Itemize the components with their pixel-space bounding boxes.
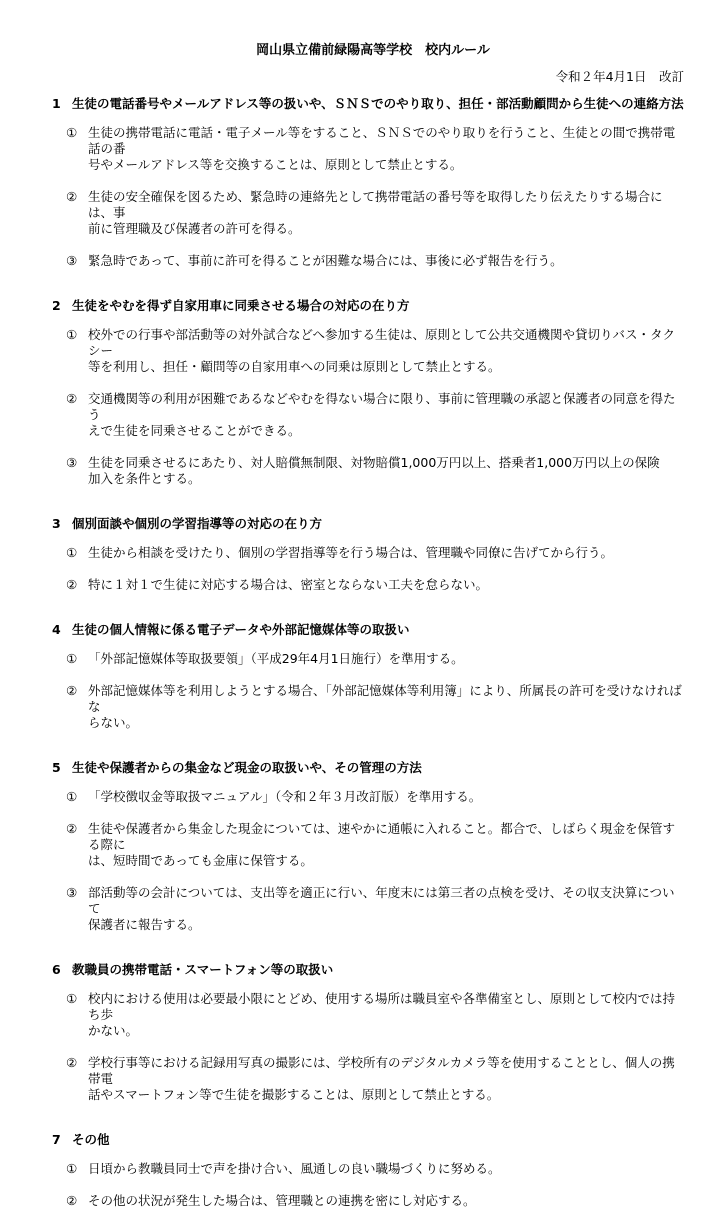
item-text: 部活動等の会計については、支出等を適正に行い、年度末には第三者の点検を受け、その収支決算について 保護者に報告する。 [88, 885, 675, 932]
item-marker: ① [66, 545, 78, 560]
section-number: 1 [52, 96, 61, 111]
list-item [52, 1055, 684, 1103]
item-text: 生徒や保護者から集金した現金については、速やかに通帳に入れること。都合で、しばらく現金を保管する際に は、短時間であっても金庫に保管する。 [88, 821, 676, 868]
section-number: 5 [52, 760, 61, 775]
item-marker: ① [66, 1161, 78, 1176]
section-number: 7 [52, 1132, 61, 1147]
item-text: 生徒を同乗させるにあたり、対人賠償無制限、対物賠償1,000万円以上、搭乗者1,000万円以上の保険 加入を条件とする。 [88, 455, 660, 486]
item-text: 「外部記憶媒体等取扱要領」（平成29年4月1日施行）を準用する。 [88, 651, 464, 666]
list-item [52, 545, 684, 561]
item-marker: ② [66, 189, 78, 204]
section-heading-text: 教職員の携帯電話・スマートフォン等の取扱い [72, 962, 334, 977]
item-text: 緊急時であって、事前に許可を得ることが困難な場合には、事後に必ず報告を行う。 [88, 253, 563, 268]
item-text: 特に１対１で生徒に対応する場合は、密室とならない工夫を怠らない。 [88, 577, 489, 592]
section-6 [52, 961, 684, 1103]
item-text: 生徒の携帯電話に電話・電子メール等をすること、ＳＮＳでのやり取りを行うこと、生徒との間で携帯電話の番 号やメールアドレス等を交換することは、原則として禁止とする。 [88, 125, 676, 172]
list-item [52, 577, 684, 593]
list-item [52, 455, 684, 487]
list-item [52, 1193, 684, 1209]
section-4 [52, 621, 684, 731]
item-text: 外部記憶媒体等を利用しようとする場合、「外部記憶媒体等利用簿」により、所属長の許可を受けなければな らない。 [88, 683, 682, 730]
sections-container [52, 95, 684, 1209]
item-marker: ① [66, 789, 78, 804]
item-marker: ② [66, 683, 78, 698]
item-marker: ② [66, 821, 78, 836]
item-marker: ① [66, 991, 78, 1006]
item-list [52, 991, 684, 1103]
item-marker: ② [66, 577, 78, 592]
item-text: その他の状況が発生した場合は、管理職との連携を密にし対応する。 [88, 1193, 476, 1208]
item-text: 校外での行事や部活動等の対外試合などへ参加する生徒は、原則として公共交通機関や貸切りバス・タクシー 等を利用し、担任・顧問等の自家用車への同乗は原則として禁止とする。 [88, 327, 676, 374]
section-heading-text: その他 [72, 1132, 110, 1147]
item-text: 交通機関等の利用が困難であるなどやむを得ない場合に限り、事前に管理職の承認と保護者の同意を得たう えで生徒を同乗させることができる。 [88, 391, 676, 438]
section-heading-text: 生徒の個人情報に係る電子データや外部記憶媒体等の取扱い [72, 622, 410, 637]
item-text: 生徒の安全確保を図るため、緊急時の連絡先として携帯電話の番号等を取得したり伝えたりする場合には、事 前に管理職及び保護者の許可を得る。 [88, 189, 663, 236]
revision-date: 令和２年4月1日 改訂 [555, 69, 684, 84]
section-heading [52, 1131, 684, 1148]
section-heading-text: 生徒や保護者からの集金など現金の取扱いや、その管理の方法 [72, 760, 422, 775]
list-item [52, 651, 684, 667]
list-item [52, 885, 684, 933]
section-1 [52, 95, 684, 269]
item-marker: ② [66, 1055, 78, 1070]
section-heading-text: 個別面談や個別の学習指導等の対応の在り方 [72, 516, 323, 531]
item-marker: ② [66, 1193, 78, 1208]
item-text: 校内における使用は必要最小限にとどめ、使用する場所は職員室や各準備室とし、原則として校内では持ち歩 かない。 [88, 991, 676, 1038]
list-item [52, 253, 684, 269]
item-list [52, 789, 684, 933]
item-marker: ① [66, 651, 78, 666]
section-number: 2 [52, 298, 61, 313]
item-text: 学校行事等における記録用写真の撮影には、学校所有のデジタルカメラ等を使用することとし、個人の携帯電 話やスマートフォン等で生徒を撮影することは、原則として禁止とする。 [88, 1055, 675, 1102]
section-heading [52, 95, 684, 112]
item-text: 生徒から相談を受けたり、個別の学習指導等を行う場合は、管理職や同僚に告げてから行う。 [88, 545, 614, 560]
item-list [52, 327, 684, 487]
item-list [52, 125, 684, 269]
document-title: 岡山県立備前緑陽高等学校 校内ルール [256, 43, 490, 58]
item-list [52, 651, 684, 731]
section-7 [52, 1131, 684, 1209]
section-heading [52, 515, 684, 532]
list-item [52, 789, 684, 805]
item-list [52, 1161, 684, 1209]
section-heading [52, 759, 684, 776]
item-text: 「学校徴収金等取扱マニュアル」（令和２年３月改訂版）を準用する。 [88, 789, 482, 804]
section-number: 6 [52, 962, 61, 977]
section-heading [52, 297, 684, 314]
section-heading-text: 生徒をやむを得ず自家用車に同乗させる場合の対応の在り方 [72, 298, 410, 313]
section-heading [52, 961, 684, 978]
item-marker: ③ [66, 885, 78, 900]
section-number: 4 [52, 622, 61, 637]
section-5 [52, 759, 684, 933]
item-list [52, 545, 684, 593]
list-item [52, 991, 684, 1039]
section-2 [52, 297, 684, 487]
item-marker: ① [66, 125, 78, 140]
item-marker: ② [66, 391, 78, 406]
section-3 [52, 515, 684, 593]
list-item [52, 189, 684, 237]
list-item [52, 391, 684, 439]
item-marker: ③ [66, 253, 78, 268]
list-item [52, 327, 684, 375]
list-item [52, 683, 684, 731]
item-marker: ③ [66, 455, 78, 470]
list-item [52, 1161, 684, 1177]
section-number: 3 [52, 516, 61, 531]
item-text: 日頃から教職員同士で声を掛け合い、風通しの良い職場づくりに努める。 [88, 1161, 501, 1176]
section-heading [52, 621, 684, 638]
list-item [52, 821, 684, 869]
list-item [52, 125, 684, 173]
section-heading-text: 生徒の電話番号やメールアドレス等の扱いや、ＳＮＳでのやり取り、担任・部活動顧問から生徒への連絡方法 [72, 96, 684, 111]
item-marker: ① [66, 327, 78, 342]
